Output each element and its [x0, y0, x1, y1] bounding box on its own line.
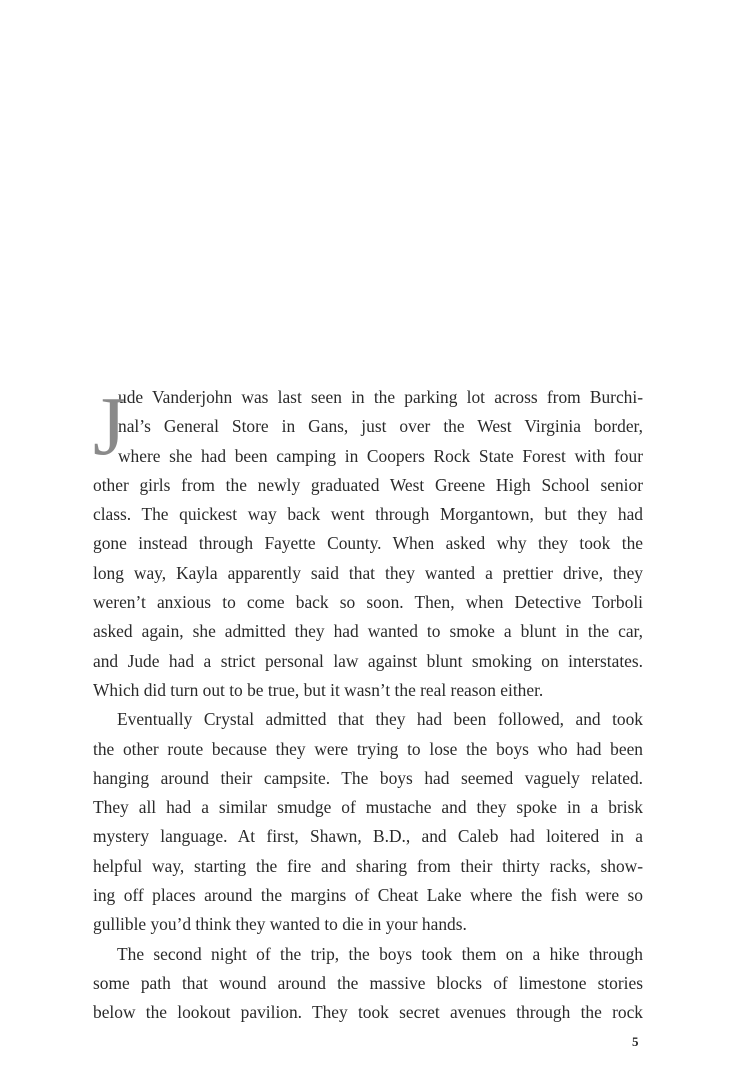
text-line: class. The quickest way back went through Morgantown, but they had — [93, 504, 643, 525]
text-line: ude Vanderjohn was last seen in the parking lot across from Burchi- — [118, 387, 643, 407]
paragraph-3 — [93, 940, 643, 1028]
text-line: some path that wound around the massive blocks of limestone stories — [93, 972, 643, 993]
text-line: gone instead through Fayette County. When asked why they took the — [93, 533, 643, 554]
text-line: ing off places around the margins of Cheat Lake where the fish were so — [93, 885, 643, 906]
page-number: 5 — [632, 1034, 639, 1049]
text-line: weren’t anxious to come back so soon. Then, when Detective Torboli — [93, 592, 643, 613]
text-line: asked again, she admitted they had wanted to smoke a blunt in the car, — [93, 621, 643, 642]
text-line: mystery language. At first, Shawn, B.D., and Caleb had loitered in a — [93, 826, 643, 847]
text-line: gullible you’d think they wanted to die in your hands. — [93, 914, 467, 935]
text-line: the other route because they were trying to lose the boys who had been — [93, 738, 643, 759]
text-line: The second night of the trip, the boys took them on a hike through — [117, 943, 643, 964]
body-text — [93, 380, 643, 1028]
paragraph-2 — [93, 705, 643, 939]
text-line: nal’s General Store in Gans, just over the West Virginia border, — [118, 416, 643, 437]
text-line: They all had a similar smudge of mustache and they spoke in a brisk — [93, 797, 643, 818]
text-line: below the lookout pavilion. They took secret avenues through the rock — [93, 1002, 643, 1023]
drop-cap: J — [93, 380, 126, 473]
text-line: hanging around their campsite. The boys had seemed vaguely related. — [93, 767, 643, 788]
text-line: long way, Kayla apparently said that they wanted a prettier drive, they — [93, 562, 643, 583]
text-line: where she had been camping in Coopers Rock State Forest with four — [118, 445, 643, 466]
paragraph-1 — [93, 380, 643, 705]
text-line: helpful way, starting the fire and sharing from their thirty racks, show- — [93, 855, 643, 876]
text-line: Eventually Crystal admitted that they had been followed, and took — [117, 709, 643, 730]
text-line: Which did turn out to be true, but it wasn’t the real reason either. — [93, 679, 544, 700]
text-line: other girls from the newly graduated West Greene High School senior — [93, 474, 643, 495]
text-line: and Jude had a strict personal law against blunt smoking on interstates. — [93, 650, 643, 671]
